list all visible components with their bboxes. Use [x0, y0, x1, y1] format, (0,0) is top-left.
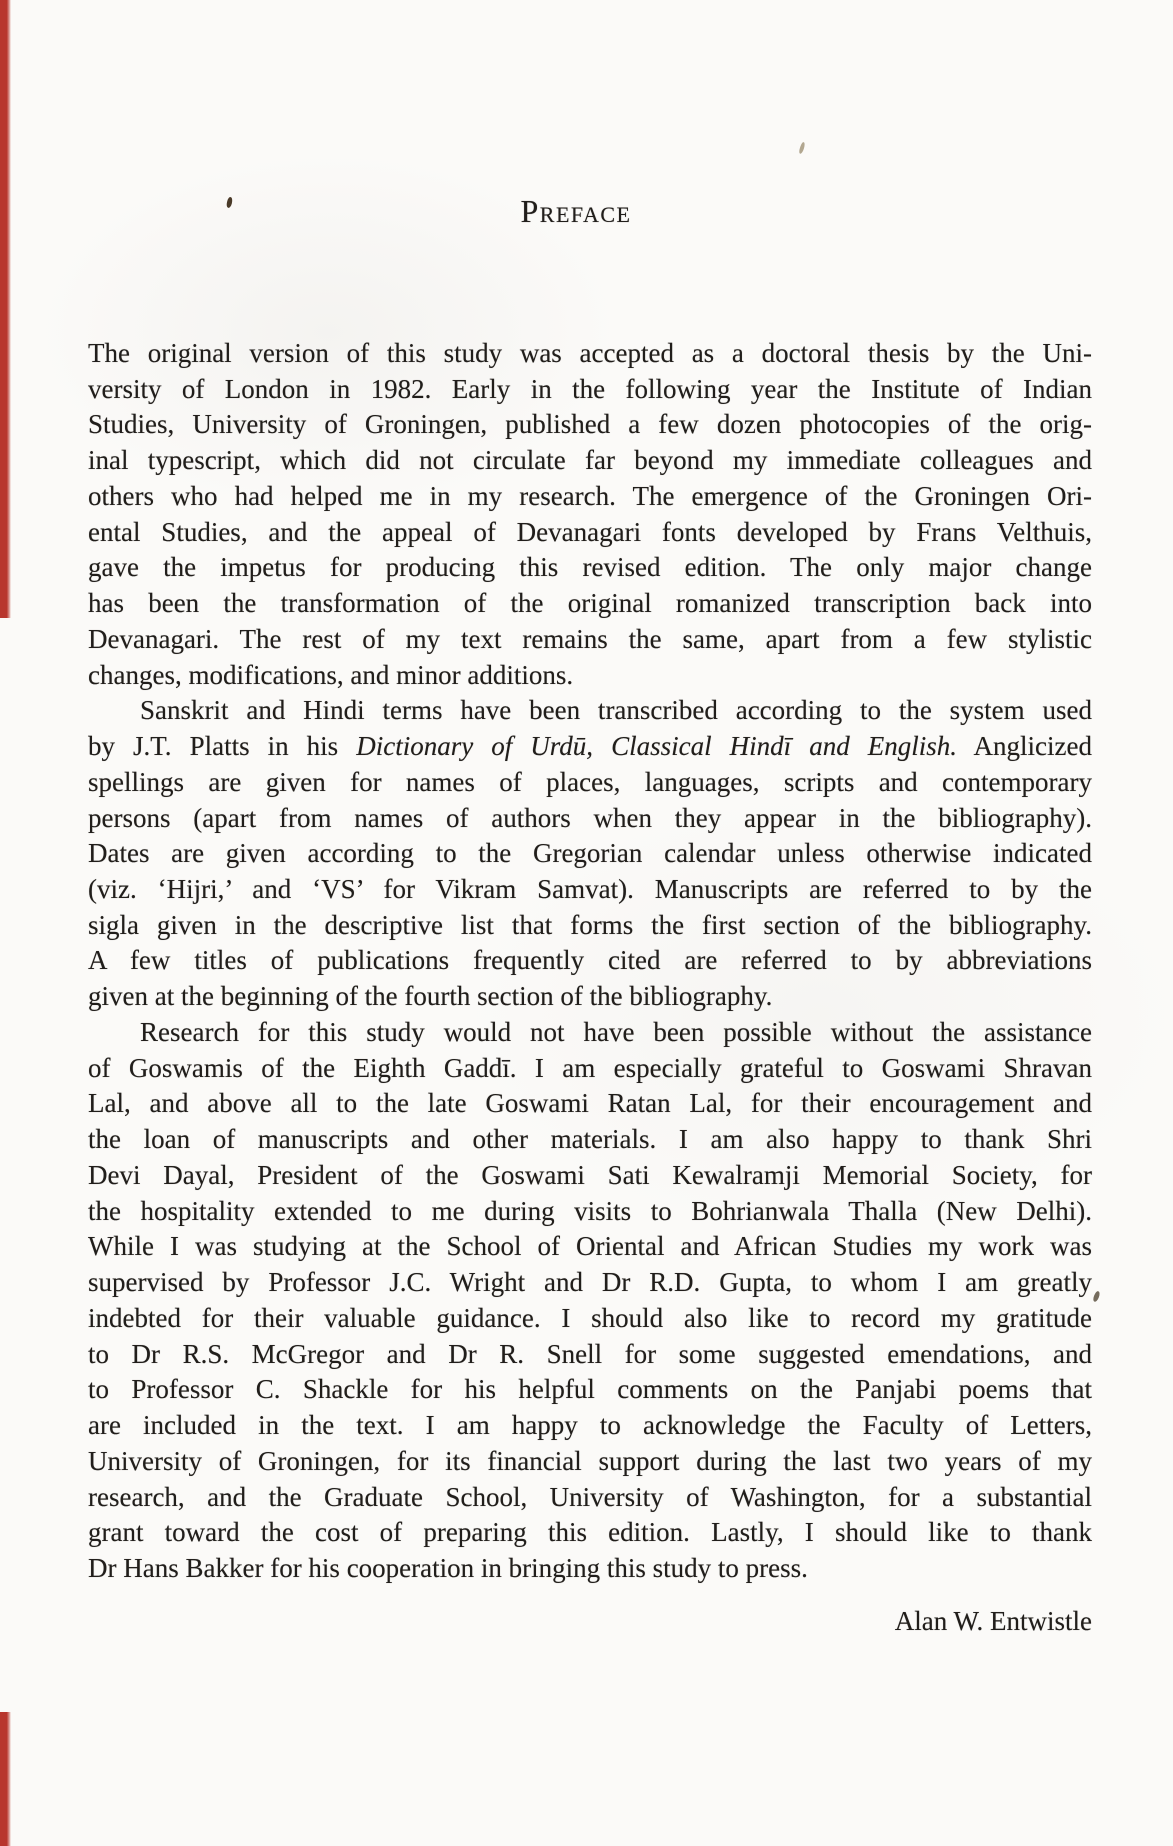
text-line: others who had helped me in my research. The emergence of the Groningen Ori- — [88, 480, 1092, 511]
text-line: Dr Hans Bakker for his cooperation in bringing this study to press. — [88, 1552, 808, 1583]
text-line: Sanskrit and Hindi terms have been transcribed according to the system used — [140, 695, 1092, 726]
text-line: Devi Dayal, President of the Goswami Sati Kewalramji Memorial Society, for — [88, 1159, 1092, 1190]
author-signature: Alan W. Entwistle — [894, 1606, 1092, 1636]
text-line: changes, modifications, and minor additions. — [88, 659, 574, 690]
text-line: (viz. ‘Hijri,’ and ‘VS’ for Vikram Samvat). Manuscripts are referred to by the — [88, 874, 1092, 905]
text-line: given at the beginning of the fourth section of the bibliography. — [88, 981, 773, 1012]
text-line: ental Studies, and the appeal of Devanagari fonts developed by Frans Velthuis, — [88, 516, 1092, 547]
page-title: Preface — [520, 193, 632, 229]
text-line: has been the transformation of the original romanized transcription back into — [88, 588, 1092, 619]
text-line: versity of London in 1982. Early in the following year the Institute of Indian — [88, 373, 1092, 404]
text-line: spellings are given for names of places, languages, scripts and contemporary — [88, 766, 1092, 797]
text-line: supervised by Professor J.C. Wright and Dr R.D. Gupta, to whom I am greatly — [88, 1267, 1092, 1298]
text-line: gave the impetus for producing this revised edition. The only major change — [88, 552, 1092, 583]
text-line: Lal, and above all to the late Goswami Ratan Lal, for their encouragement and — [88, 1088, 1092, 1119]
text-line: Studies, University of Groningen, published a few dozen photocopies of the orig- — [88, 409, 1092, 440]
text-line: Devanagari. The rest of my text remains the same, apart from a few stylistic — [88, 623, 1092, 654]
text-line: grant toward the cost of preparing this edition. Lastly, I should like to thank — [88, 1517, 1092, 1548]
text-line: indebted for their valuable guidance. I should also like to record my gratitude — [88, 1302, 1092, 1333]
text-line: sigla given in the descriptive list that forms the first section of the bibliography. — [88, 909, 1092, 940]
text-line: Dates are given according to the Gregorian calendar unless otherwise indicated — [88, 838, 1092, 869]
paragraph — [88, 336, 1092, 693]
scan-edge-artifact-bottom — [0, 1712, 11, 1846]
text-line: by J.T. Platts in his Dictionary of Urdū, Classical Hindī and English. Anglicized — [88, 731, 1092, 762]
text-line: The original version of this study was accepted as a doctoral thesis by the Uni- — [88, 338, 1092, 368]
text-line: are included in the text. I am happy to acknowledge the Faculty of Letters, — [88, 1410, 1092, 1441]
text-line: A few titles of publications frequently cited are referred to by abbreviations — [88, 945, 1092, 976]
paragraph — [88, 693, 1092, 1015]
paragraph — [88, 1015, 1092, 1587]
text-line: to Dr R.S. McGregor and Dr R. Snell for some suggested emendations, and — [88, 1338, 1092, 1369]
text-line: inal typescript, which did not circulate far beyond my immediate colleagues and — [88, 445, 1092, 476]
text-line: the loan of manuscripts and other materials. I am also happy to thank Shri — [88, 1124, 1092, 1155]
scan-edge-artifact-top — [0, 0, 11, 618]
text-line: University of Groningen, for its financial support during the last two years of my — [88, 1445, 1092, 1476]
text-line: research, and the Graduate School, University of Washington, for a substantial — [88, 1481, 1092, 1512]
ink-speck — [798, 142, 806, 155]
text-line: persons (apart from names of authors when they appear in the bibliography). — [88, 802, 1092, 833]
text-line: While I was studying at the School of Oriental and African Studies my work was — [88, 1231, 1092, 1262]
page-body — [88, 336, 1092, 1587]
text-line: to Professor C. Shackle for his helpful comments on the Panjabi poems that — [88, 1374, 1092, 1405]
text-line: the hospitality extended to me during visits to Bohrianwala Thalla (New Delhi). — [88, 1195, 1092, 1226]
text-line: of Goswamis of the Eighth Gaddī. I am especially grateful to Goswami Shravan — [88, 1052, 1092, 1083]
ink-speck — [1092, 1290, 1101, 1302]
text-line: Research for this study would not have been possible without the assistance — [140, 1016, 1092, 1047]
